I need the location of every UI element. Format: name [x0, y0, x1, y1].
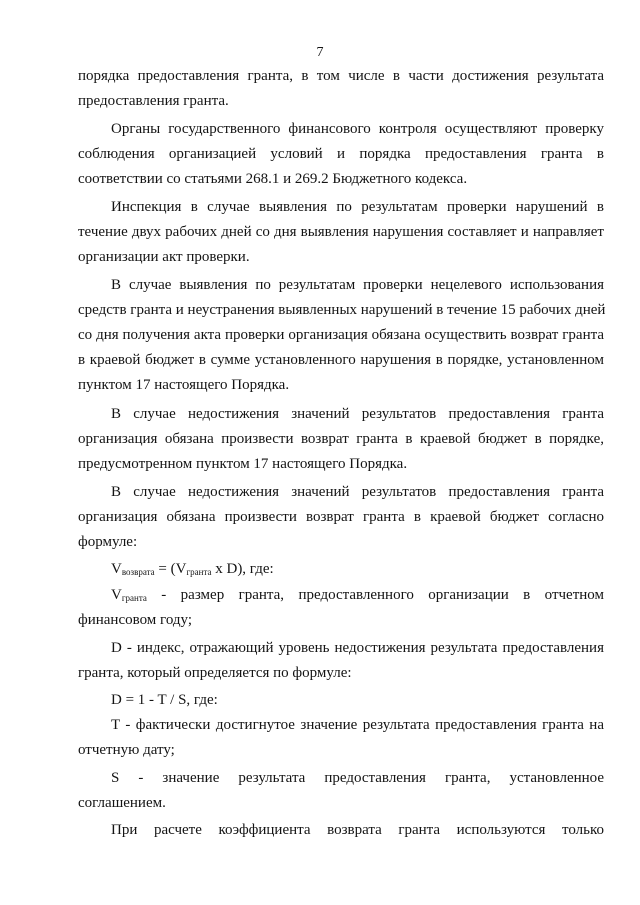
text-line: предусмотренном пунктом 17 настоящего Порядка. — [78, 456, 408, 472]
paragraph-misuse — [78, 273, 604, 398]
text-line: предоставления гранта. — [78, 93, 229, 109]
paragraph-nonachievement-2 — [78, 480, 604, 555]
text-line: В случае недостижения значений результатов предоставления гранта — [111, 406, 604, 422]
text-line: средств гранта и неустранения выявленных нарушений в течение 15 рабочих дней — [78, 302, 606, 318]
text-line: отчетную дату; — [78, 742, 175, 758]
text-line: течение двух рабочих дней со дня выявления нарушения составляет и направляет — [78, 224, 604, 240]
paragraph-control-bodies — [78, 117, 604, 192]
page-number: 7 — [316, 45, 324, 60]
paragraph-continuation — [78, 64, 604, 114]
text-line: Органы государственного финансового контроля осуществляют проверку — [111, 121, 604, 137]
text-line: в краевой бюджет в сумме установленного нарушения в порядке, установленном — [78, 352, 604, 368]
formula-subscript: гранта — [121, 593, 147, 603]
definition-t — [78, 713, 604, 763]
text-line: В случае недостижения значений результатов предоставления гранта — [111, 484, 604, 500]
paragraph-coefficient — [78, 818, 604, 843]
formula-text: = (V — [154, 561, 187, 577]
definition-d — [78, 636, 604, 686]
text-line: При расчете коэффициента возврата гранта используются только — [111, 822, 604, 838]
text-line: В случае выявления по результатам проверки нецелевого использования — [111, 277, 604, 293]
formula-line — [78, 557, 604, 582]
text-line: формуле: — [78, 534, 138, 550]
text-line: со дня получения акта проверки организация обязана осуществить возврат гранта — [78, 327, 604, 343]
formula-line: D = 1 - T / S, где: — [111, 692, 218, 708]
text-line: соответствии со статьями 268.1 и 269.2 Бюджетного кодекса. — [78, 171, 468, 187]
formula-subscript: возврата — [121, 567, 155, 577]
text-line: пунктом 17 настоящего Порядка. — [78, 377, 290, 393]
formula-return — [78, 557, 604, 582]
text-line: порядка предоставления гранта, в том числе в части достижения результата — [78, 68, 604, 84]
formula-text: x D), где: — [211, 561, 274, 577]
definition-line — [78, 583, 604, 608]
definition-s — [78, 766, 604, 816]
text-line: D - индекс, отражающий уровень недостижения результата предоставления — [111, 640, 604, 656]
text-line: гранта, который определяется по формуле: — [78, 665, 352, 681]
formula-subscript: гранта — [186, 567, 212, 577]
paragraph-inspection — [78, 195, 604, 270]
text-line: T - фактически достигнутое значение результата предоставления гранта на — [111, 717, 604, 733]
text-line: соблюдения организацией условий и порядка предоставления гранта в — [78, 146, 604, 162]
text-line: организация обязана произвести возврат гранта в краевой бюджет в порядке, — [78, 431, 604, 447]
formula-symbol: V — [111, 561, 122, 577]
text-line: Инспекция в случае выявления по результатам проверки нарушений в — [111, 199, 604, 215]
text-line: соглашением. — [78, 795, 166, 811]
formula-d — [78, 688, 604, 713]
paragraph-nonachievement-1 — [78, 402, 604, 477]
formula-symbol: V — [111, 587, 122, 603]
text-line: S - значение результата предоставления гранта, установленное — [111, 770, 604, 786]
text-line: организация обязана произвести возврат гранта в краевой бюджет согласно — [78, 509, 604, 525]
text-line: финансовом году; — [78, 612, 193, 628]
definition-text: - размер гранта, предоставленного организации в отчетном — [146, 587, 604, 603]
definition-vgrant — [78, 583, 604, 633]
text-line: организации акт проверки. — [78, 249, 250, 265]
